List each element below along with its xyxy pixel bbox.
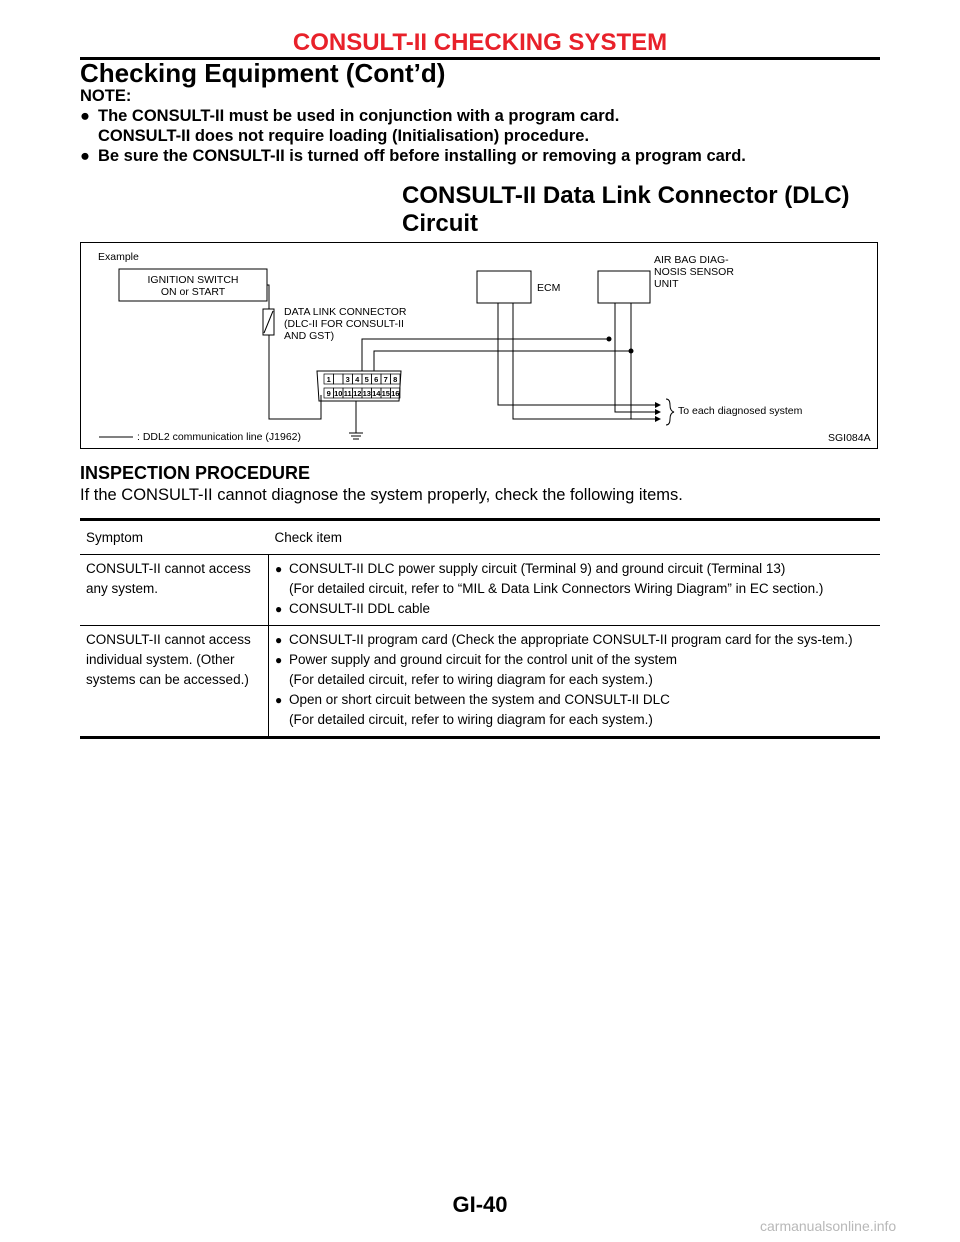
circuit-svg bbox=[81, 243, 879, 450]
check-item-sub: (For detailed circuit, refer to wiring diagram for each system.) bbox=[289, 672, 653, 687]
inspection-intro: If the CONSULT-II cannot diagnose the system properly, check the following items. bbox=[80, 486, 683, 504]
watermark: carmanualsonline.info bbox=[760, 1218, 897, 1234]
note-item-1: ● The CONSULT-II must be used in conjunction with a program card. bbox=[80, 107, 620, 125]
dlc-pin-label: 9 bbox=[326, 389, 331, 398]
dlc-label-2: (DLC-II FOR CONSULT-II bbox=[284, 318, 404, 330]
dlc-circuit-diagram bbox=[80, 242, 878, 449]
symptom-cell: CONSULT-II cannot access any system. bbox=[80, 555, 269, 626]
check-item-sub: (For detailed circuit, refer to wiring diagram for each system.) bbox=[289, 712, 653, 727]
bullet-icon: ● bbox=[275, 562, 283, 576]
ignition-switch-label: IGNITION SWITCH bbox=[147, 274, 239, 286]
dlc-pin-label: 16 bbox=[391, 389, 400, 398]
to-each-label: To each diagnosed system bbox=[678, 405, 803, 417]
page-number: GI-40 bbox=[452, 1192, 508, 1217]
inspection-title: INSPECTION PROCEDURE bbox=[80, 463, 311, 483]
col-symptom: Symptom bbox=[80, 520, 269, 555]
bullet-icon: ● bbox=[275, 653, 283, 667]
ignition-switch-label-2: ON or START bbox=[160, 286, 226, 298]
header-subtitle: Checking Equipment (Cont’d) bbox=[80, 58, 446, 88]
brace-icon bbox=[666, 399, 674, 425]
dlc-label: DATA LINK CONNECTOR bbox=[284, 306, 407, 318]
ecm-box bbox=[477, 271, 531, 303]
dlc-pin-label: 13 bbox=[362, 389, 371, 398]
airbag-unit-box bbox=[598, 271, 650, 303]
dlc-pin-label: 5 bbox=[364, 375, 369, 384]
diagram-example-label: Example bbox=[98, 251, 139, 263]
note-item-1-cont: CONSULT-II does not require loading (Initialisation) procedure. bbox=[98, 127, 590, 145]
legend-label: : DDL2 communication line (J1962) bbox=[137, 431, 301, 443]
dlc-pin-label: 11 bbox=[343, 389, 352, 398]
ecm-label: ECM bbox=[537, 282, 561, 294]
airbag-label-3: UNIT bbox=[654, 278, 679, 290]
check-item-sub: (For detailed circuit, refer to “MIL & Data Link Connectors Wiring Diagram” in EC section.) bbox=[289, 581, 824, 596]
airbag-label: AIR BAG DIAG- bbox=[654, 254, 729, 266]
dlc-pin bbox=[334, 374, 344, 384]
bullet-icon: ● bbox=[275, 633, 283, 647]
figure-code: SGI084A bbox=[828, 432, 871, 444]
check-item: ● CONSULT-II DDL cable bbox=[275, 599, 874, 619]
dlc-pin-label: 4 bbox=[355, 375, 360, 384]
dlc-pin-label: 10 bbox=[334, 389, 343, 398]
header-title: CONSULT-II CHECKING SYSTEM bbox=[292, 29, 668, 56]
check-cell bbox=[269, 555, 881, 626]
dlc-pin-label: 3 bbox=[345, 375, 350, 384]
note-label: NOTE: bbox=[80, 87, 132, 105]
inspection-table bbox=[80, 518, 880, 739]
airbag-label-2: NOSIS SENSOR bbox=[654, 266, 734, 278]
dlc-pin-label: 1 bbox=[326, 375, 331, 384]
bullet-icon: ● bbox=[80, 147, 90, 165]
dlc-pins-bottom bbox=[324, 388, 400, 398]
note-item-2: ● Be sure the CONSULT-II is turned off before installing or removing a program card. bbox=[80, 147, 746, 165]
dlc-pins-top bbox=[324, 374, 400, 384]
check-item: ● Power supply and ground circuit for the control unit of the system bbox=[275, 650, 874, 670]
dlc-pin-label: 15 bbox=[381, 389, 390, 398]
col-check-item: Check item bbox=[269, 520, 881, 555]
check-item: ● Open or short circuit between the system and CONSULT-II DLC bbox=[275, 690, 874, 710]
dlc-label-3: AND GST) bbox=[284, 330, 335, 342]
dlc-pin-label: 6 bbox=[374, 375, 379, 384]
check-cell bbox=[269, 626, 881, 738]
dlc-pin-label: 7 bbox=[383, 375, 388, 384]
check-item: ● CONSULT-II program card (Check the appropriate CONSULT-II program card for the sys-tem.) bbox=[275, 630, 874, 650]
bullet-icon: ● bbox=[275, 602, 283, 616]
section-title: CONSULT-II Data Link Connector (DLC) Circuit bbox=[402, 182, 850, 237]
bullet-icon: ● bbox=[80, 107, 90, 125]
table-row bbox=[80, 626, 880, 738]
table-row bbox=[80, 555, 880, 626]
bullet-icon: ● bbox=[275, 693, 283, 707]
check-item: ● CONSULT-II DLC power supply circuit (Terminal 9) and ground circuit (Terminal 13) bbox=[275, 559, 874, 579]
dlc-pin-label: 12 bbox=[353, 389, 362, 398]
dlc-pin-label: 8 bbox=[393, 375, 398, 384]
note-block bbox=[80, 86, 880, 166]
dlc-pin-label: 14 bbox=[372, 389, 381, 398]
symptom-cell: CONSULT-II cannot access individual system. (Other systems can be accessed.) bbox=[80, 626, 269, 738]
